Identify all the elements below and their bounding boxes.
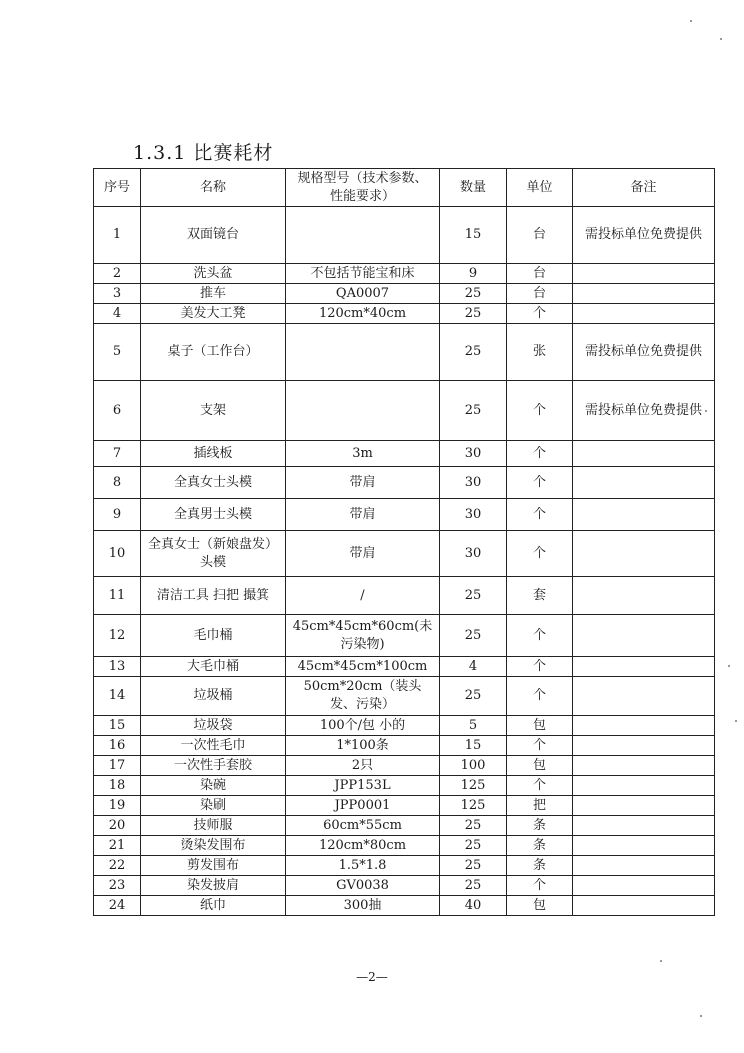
- cell-note: [573, 441, 715, 467]
- table-row: [94, 381, 715, 441]
- header-unit: 单位: [507, 169, 573, 207]
- cell-unit: 条: [507, 816, 573, 836]
- cell-unit: 个: [507, 615, 573, 657]
- cell-name: 垃圾袋: [141, 716, 286, 736]
- cell-no: 20: [94, 816, 141, 836]
- cell-note: [573, 776, 715, 796]
- cell-no: 10: [94, 531, 141, 577]
- cell-name: 插线板: [141, 441, 286, 467]
- header-note: 备注: [573, 169, 715, 207]
- cell-note: [573, 856, 715, 876]
- table-row: [94, 531, 715, 577]
- cell-spec: 50cm*20cm（装头发、污染）: [286, 677, 440, 716]
- cell-spec: 120cm*40cm: [286, 304, 440, 324]
- cell-spec: 45cm*45cm*60cm(未污染物): [286, 615, 440, 657]
- cell-note: [573, 736, 715, 756]
- cell-no: 6: [94, 381, 141, 441]
- cell-no: 13: [94, 657, 141, 677]
- cell-spec: 60cm*55cm: [286, 816, 440, 836]
- cell-unit: 个: [507, 657, 573, 677]
- cell-unit: 台: [507, 284, 573, 304]
- cell-qty: 40: [440, 896, 507, 916]
- cell-name: 全真男士头模: [141, 499, 286, 531]
- cell-no: 14: [94, 677, 141, 716]
- cell-unit: 个: [507, 736, 573, 756]
- cell-spec: 带肩: [286, 531, 440, 577]
- cell-qty: 15: [440, 207, 507, 264]
- cell-no: 5: [94, 324, 141, 381]
- cell-note: [573, 716, 715, 736]
- table-row: [94, 776, 715, 796]
- table-row: [94, 657, 715, 677]
- cell-name: 推车: [141, 284, 286, 304]
- table-row: [94, 716, 715, 736]
- cell-qty: 30: [440, 531, 507, 577]
- cell-qty: 25: [440, 381, 507, 441]
- cell-qty: 25: [440, 577, 507, 615]
- cell-name: 清洁工具 扫把 撮箕: [141, 577, 286, 615]
- cell-qty: 125: [440, 796, 507, 816]
- cell-name: 大毛巾桶: [141, 657, 286, 677]
- table-row: [94, 207, 715, 264]
- scan-speck: [735, 720, 737, 722]
- cell-spec: JPP153L: [286, 776, 440, 796]
- cell-qty: 25: [440, 304, 507, 324]
- cell-no: 4: [94, 304, 141, 324]
- table-row: [94, 577, 715, 615]
- cell-unit: 个: [507, 677, 573, 716]
- cell-name: 染碗: [141, 776, 286, 796]
- cell-no: 23: [94, 876, 141, 896]
- cell-note: [573, 677, 715, 716]
- cell-name: 全真女士头模: [141, 467, 286, 499]
- cell-note: [573, 796, 715, 816]
- table-row: [94, 856, 715, 876]
- cell-unit: 个: [507, 876, 573, 896]
- table-row: [94, 264, 715, 284]
- cell-spec: 带肩: [286, 467, 440, 499]
- table-row: [94, 876, 715, 896]
- materials-table: [93, 168, 715, 916]
- cell-spec: 100个/包 小的: [286, 716, 440, 736]
- cell-note: [573, 284, 715, 304]
- header-spec: 规格型号（技术参数、性能要求）: [286, 169, 440, 207]
- cell-note: [573, 836, 715, 856]
- cell-note: [573, 264, 715, 284]
- cell-no: 19: [94, 796, 141, 816]
- cell-name: 染发披肩: [141, 876, 286, 896]
- cell-note: [573, 657, 715, 677]
- cell-note: [573, 467, 715, 499]
- cell-note: [573, 876, 715, 896]
- cell-name: 毛巾桶: [141, 615, 286, 657]
- cell-spec: 120cm*80cm: [286, 836, 440, 856]
- cell-unit: 个: [507, 304, 573, 324]
- cell-spec: 45cm*45cm*100cm: [286, 657, 440, 677]
- cell-unit: 条: [507, 856, 573, 876]
- cell-spec: 2只: [286, 756, 440, 776]
- cell-name: 支架: [141, 381, 286, 441]
- cell-no: 3: [94, 284, 141, 304]
- cell-spec: [286, 207, 440, 264]
- cell-note: [573, 499, 715, 531]
- section-title: 1.3.1 比赛耗材: [133, 142, 274, 164]
- cell-spec: 1.5*1.8: [286, 856, 440, 876]
- table-row: [94, 441, 715, 467]
- cell-note: [573, 531, 715, 577]
- cell-name: 纸巾: [141, 896, 286, 916]
- cell-name: 洗头盆: [141, 264, 286, 284]
- header-no: 序号: [94, 169, 141, 207]
- cell-qty: 25: [440, 876, 507, 896]
- cell-qty: 25: [440, 836, 507, 856]
- cell-name: 桌子（工作台）: [141, 324, 286, 381]
- scan-speck: [705, 410, 707, 412]
- cell-note: 需投标单位免费提供: [573, 381, 715, 441]
- cell-name: 全真女士（新娘盘发）头模: [141, 531, 286, 577]
- table-row: [94, 836, 715, 856]
- cell-name: 双面镜台: [141, 207, 286, 264]
- cell-no: 15: [94, 716, 141, 736]
- cell-spec: JPP0001: [286, 796, 440, 816]
- cell-qty: 25: [440, 816, 507, 836]
- cell-unit: 个: [507, 499, 573, 531]
- cell-no: 7: [94, 441, 141, 467]
- cell-spec: GV0038: [286, 876, 440, 896]
- cell-no: 12: [94, 615, 141, 657]
- cell-unit: 个: [507, 467, 573, 499]
- cell-spec: [286, 381, 440, 441]
- cell-no: 18: [94, 776, 141, 796]
- cell-name: 一次性毛巾: [141, 736, 286, 756]
- table-row: [94, 284, 715, 304]
- scan-speck: [728, 665, 730, 667]
- cell-qty: 25: [440, 284, 507, 304]
- cell-unit: 个: [507, 776, 573, 796]
- cell-spec: [286, 324, 440, 381]
- cell-note: [573, 816, 715, 836]
- cell-unit: 条: [507, 836, 573, 856]
- cell-note: [573, 615, 715, 657]
- cell-unit: 台: [507, 207, 573, 264]
- cell-qty: 9: [440, 264, 507, 284]
- table-row: [94, 467, 715, 499]
- cell-no: 8: [94, 467, 141, 499]
- cell-note: [573, 304, 715, 324]
- cell-qty: 30: [440, 441, 507, 467]
- table-row: [94, 796, 715, 816]
- cell-no: 16: [94, 736, 141, 756]
- cell-spec: 3m: [286, 441, 440, 467]
- cell-qty: 30: [440, 499, 507, 531]
- cell-qty: 4: [440, 657, 507, 677]
- cell-unit: 包: [507, 896, 573, 916]
- cell-name: 烫染发围布: [141, 836, 286, 856]
- table-row: [94, 499, 715, 531]
- cell-no: 17: [94, 756, 141, 776]
- cell-no: 9: [94, 499, 141, 531]
- cell-note: 需投标单位免费提供: [573, 207, 715, 264]
- cell-unit: 张: [507, 324, 573, 381]
- cell-name: 技师服: [141, 816, 286, 836]
- cell-spec: /: [286, 577, 440, 615]
- cell-unit: 个: [507, 381, 573, 441]
- cell-spec: 带肩: [286, 499, 440, 531]
- cell-name: 染刷: [141, 796, 286, 816]
- scan-speck: [690, 20, 692, 22]
- cell-unit: 个: [507, 441, 573, 467]
- table-row: [94, 324, 715, 381]
- cell-name: 剪发围布: [141, 856, 286, 876]
- cell-no: 21: [94, 836, 141, 856]
- cell-unit: 套: [507, 577, 573, 615]
- cell-qty: 25: [440, 677, 507, 716]
- table-header-row: [94, 169, 715, 207]
- cell-no: 24: [94, 896, 141, 916]
- table-row: [94, 756, 715, 776]
- cell-note: [573, 756, 715, 776]
- cell-qty: 25: [440, 615, 507, 657]
- cell-no: 22: [94, 856, 141, 876]
- cell-name: 美发大工凳: [141, 304, 286, 324]
- cell-qty: 25: [440, 856, 507, 876]
- cell-unit: 包: [507, 716, 573, 736]
- cell-qty: 30: [440, 467, 507, 499]
- scan-speck: [700, 1015, 702, 1017]
- scan-speck: [660, 960, 662, 962]
- cell-name: 一次性手套胶: [141, 756, 286, 776]
- cell-unit: 个: [507, 531, 573, 577]
- cell-qty: 5: [440, 716, 507, 736]
- page-number: —2—: [356, 970, 388, 984]
- scan-speck: [720, 38, 722, 40]
- table-row: [94, 816, 715, 836]
- cell-no: 1: [94, 207, 141, 264]
- table-row: [94, 677, 715, 716]
- header-qty: 数量: [440, 169, 507, 207]
- table-row: [94, 615, 715, 657]
- cell-no: 2: [94, 264, 141, 284]
- cell-spec: QA0007: [286, 284, 440, 304]
- cell-spec: 300抽: [286, 896, 440, 916]
- cell-qty: 25: [440, 324, 507, 381]
- header-name: 名称: [141, 169, 286, 207]
- table-row: [94, 736, 715, 756]
- cell-note: [573, 577, 715, 615]
- table-row: [94, 896, 715, 916]
- cell-no: 11: [94, 577, 141, 615]
- cell-spec: 不包括节能宝和床: [286, 264, 440, 284]
- table-row: [94, 304, 715, 324]
- cell-unit: 台: [507, 264, 573, 284]
- cell-name: 垃圾桶: [141, 677, 286, 716]
- cell-note: [573, 896, 715, 916]
- cell-qty: 100: [440, 756, 507, 776]
- cell-unit: 把: [507, 796, 573, 816]
- cell-unit: 包: [507, 756, 573, 776]
- cell-spec: 1*100条: [286, 736, 440, 756]
- cell-qty: 15: [440, 736, 507, 756]
- cell-note: 需投标单位免费提供: [573, 324, 715, 381]
- cell-qty: 125: [440, 776, 507, 796]
